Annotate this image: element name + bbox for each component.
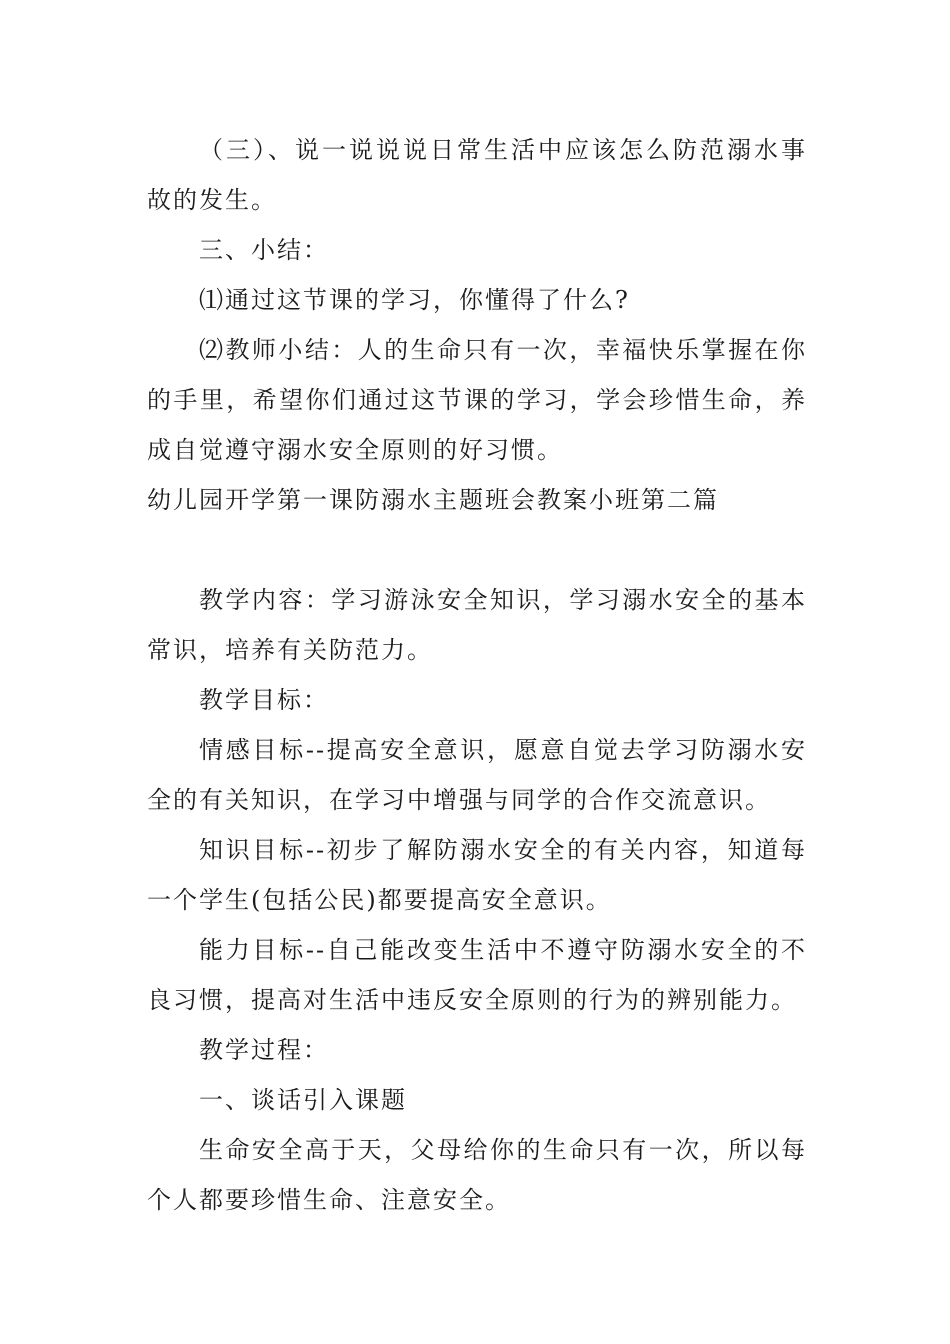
paragraph-prevention-discussion: （三）、说一说说说日常生活中应该怎么防范溺水事故的发生。	[147, 136, 807, 214]
paragraph-teaching-content: 教学内容：学习游泳安全知识，学习溺水安全的基本常识，培养有关防范力。	[147, 586, 807, 664]
heading-teaching-process: 教学过程：	[199, 1036, 329, 1064]
section-title-second-lesson: 幼儿园开学第一课防溺水主题班会教案小班第二篇	[147, 486, 719, 514]
paragraph-life-safety: 生命安全高于天，父母给你的生命只有一次，所以每个人都要珍惜生命、注意安全。	[147, 1136, 807, 1214]
heading-teaching-goals: 教学目标：	[199, 686, 329, 714]
paragraph-knowledge-goal: 知识目标--初步了解防溺水安全的有关内容，知道每一个学生(包括公民)都要提高安全意识。	[147, 836, 807, 914]
heading-intro-topic: 一、谈话引入课题	[199, 1086, 407, 1114]
paragraph-teacher-summary: ⑵教师小结：人的生命只有一次，幸福快乐掌握在你的手里，希望你们通过这节课的学习，学会珍惜生命，养成自觉遵守溺水安全原则的好习惯。	[147, 336, 807, 464]
paragraph-emotional-goal: 情感目标--提高安全意识，愿意自觉去学习防溺水安全的有关知识，在学习中增强与同学的合作交流意识。	[147, 736, 807, 814]
paragraph-ability-goal: 能力目标--自己能改变生活中不遵守防溺水安全的不良习惯，提高对生活中违反安全原则的行为的辨别能力。	[147, 936, 807, 1014]
paragraph-summary-question: ⑴通过这节课的学习，你懂得了什么?	[199, 286, 630, 314]
heading-summary: 三、小结：	[199, 236, 329, 264]
